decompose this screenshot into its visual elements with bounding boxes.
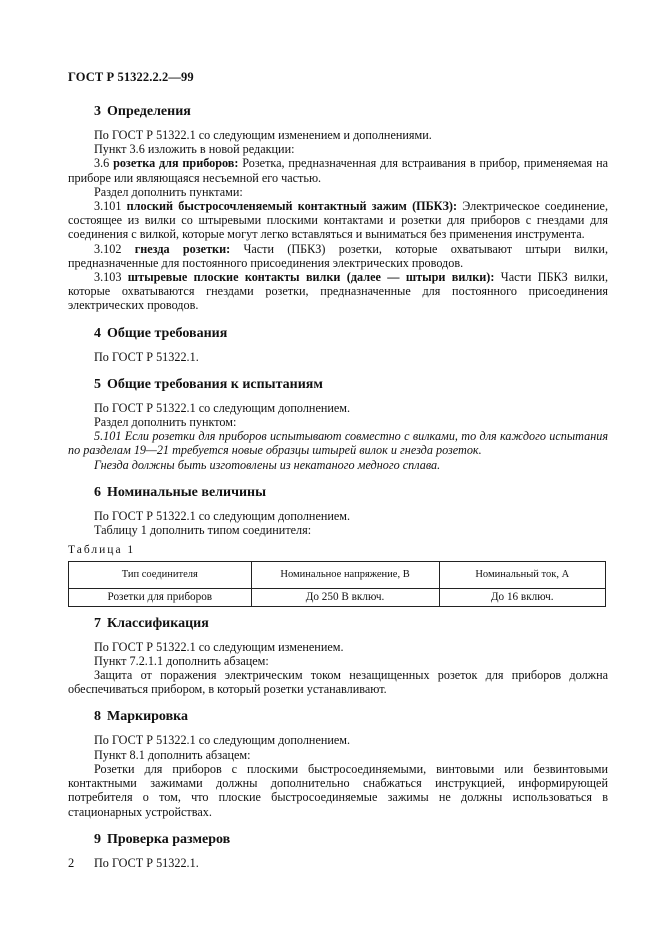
section-heading: 7 Классификация: [94, 615, 209, 631]
paragraph: Пункт 8.1 дополнить абзацем:: [94, 747, 251, 762]
table-header-row: [69, 562, 606, 589]
paragraph: Пункт 7.2.1.1 дополнить абзацем:: [94, 653, 269, 668]
section-heading: 3 Определения: [94, 104, 191, 119]
document-body: [68, 103, 608, 882]
paragraph: По ГОСТ Р 51322.1.: [94, 349, 199, 364]
defined-term: плоский быстросочленяемый контактный зажим (ПБКЗ):: [126, 199, 458, 214]
paragraph: Раздел дополнить пунктом:: [94, 415, 237, 430]
italic-paragraph: Гнезда должны быть изготовлены из некатаного медного сплава.: [94, 457, 441, 472]
paragraph: Розетки для приборов с плоскими быстросоединяемыми, винтовыми или безвинтовыми контактными зажимами должны дополнительно снабжаться инструкцией, информирующей потребителя о том, что плоские быстросоединяемые зажимы не должны использоваться в стационарных устройствах.: [68, 761, 608, 819]
table-cell: До 16 включ.: [439, 589, 605, 606]
table-row: [69, 589, 606, 606]
definition-paragraph: 3.101 плоский быстросочленяемый контактный зажим (ПБКЗ): Электрическое соединение, состоящее из вилки со штыревыми плоскими контактами и розетки для приборов с гнездами для соединения с вилкой, которые могут легко вставляться и выниматься без применения инструмента.: [68, 199, 608, 242]
paragraph: По ГОСТ Р 51322.1.: [94, 855, 199, 870]
section-heading: 5 Общие требования к испытаниям: [94, 376, 323, 392]
table-header-cell: Тип соединителя: [69, 562, 252, 589]
defined-term: розетка для приборов:: [113, 156, 239, 171]
paragraph: По ГОСТ Р 51322.1 со следующим дополнением.: [94, 400, 351, 415]
table-header-cell: Номинальное напряжение, В: [251, 562, 439, 589]
section-9: [68, 831, 608, 870]
section-heading: 8 Маркировка: [94, 709, 188, 725]
definition-paragraph: 3.103 штыревые плоские контакты вилки (далее — штыри вилки): Части ПБКЗ вилки, которые охватываются гнездами розетки, предназначенные для постоянного присоединения электрических проводов.: [68, 270, 608, 313]
paragraph: Таблицу 1 дополнить типом соединителя:: [94, 523, 312, 538]
section-heading: 6 Номинальные величины: [94, 484, 267, 500]
section-3: [68, 103, 608, 313]
section-heading: 4 Общие требования: [94, 325, 228, 341]
section-4: [68, 325, 608, 364]
table-header-cell: Номинальный ток, А: [439, 562, 605, 589]
section-6: [68, 484, 608, 607]
paragraph: По ГОСТ Р 51322.1 со следующим дополнением.: [94, 733, 351, 748]
paragraph: Защита от поражения электрическим током незащищенных розеток для приборов должна обеспечиваться прибором, в который розетки устанавливают.: [68, 668, 608, 697]
defined-term: штыревые плоские контакты вилки (далее — штыри вилки):: [127, 270, 495, 285]
section-7: [68, 615, 608, 697]
table-cell: До 250 В включ.: [251, 589, 439, 606]
paragraph: Раздел дополнить пунктами:: [94, 184, 243, 199]
paragraph: По ГОСТ Р 51322.1 со следующим изменением.: [94, 639, 344, 654]
section-8: [68, 708, 608, 818]
section-5: [68, 376, 608, 472]
paragraph: По ГОСТ Р 51322.1 со следующим изменением и дополнениями.: [94, 128, 432, 142]
definition-paragraph: 3.6 розетка для приборов: Розетка, предназначенная для встраивания в прибор, применяемая на приборе или являющаяся несъемной его частью.: [68, 156, 609, 185]
table-1: [68, 561, 606, 606]
page-number: 2: [68, 856, 75, 870]
section-heading: 9 Проверка размеров: [94, 831, 231, 847]
paragraph: По ГОСТ Р 51322.1 со следующим дополнением.: [94, 508, 351, 523]
italic-paragraph: 5.101 Если розетки для приборов испытывают совместно с вилками, то для каждого испытания по разделам 19—21 требуется новые образцы штырей вилок и гнезда розеток.: [68, 429, 608, 458]
table-cell: Розетки для приборов: [69, 589, 252, 606]
paragraph: Пункт 3.6 изложить в новой редакции:: [94, 142, 295, 157]
defined-term: гнезда розетки:: [134, 241, 231, 256]
table-caption: Таблица 1: [68, 544, 136, 557]
definition-paragraph: 3.102 гнезда розетки: Части (ПБКЗ) розетки, которые охватывают штыри вилки, предназначенные для постоянного присоединения электрических проводов.: [68, 241, 608, 270]
document-header: ГОСТ Р 51322.2.2—99: [68, 70, 194, 84]
